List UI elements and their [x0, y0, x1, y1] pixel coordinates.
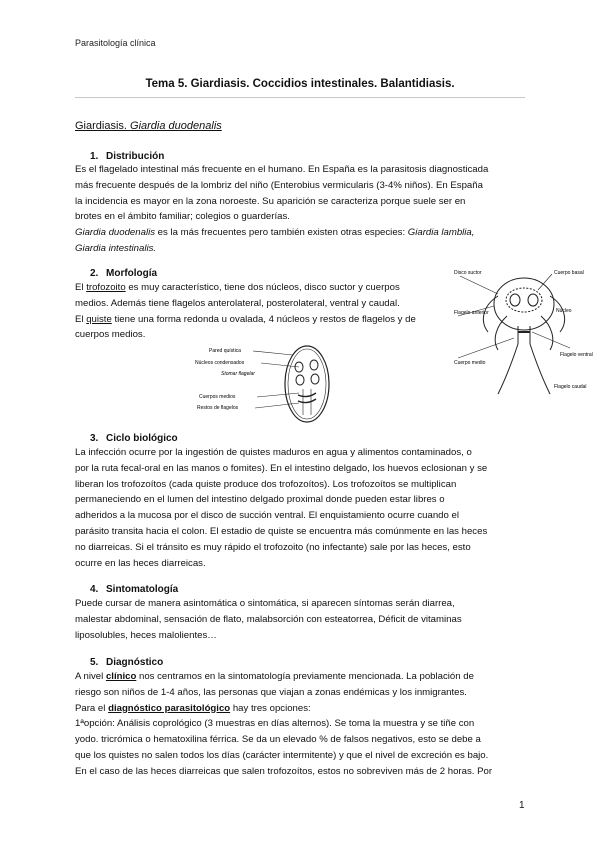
- label-pared-quistica: Pared quística: [209, 348, 241, 354]
- label-flagelo-anterior: Flagelo anterior: [454, 310, 489, 316]
- section-title-species: Giardia duodenalis: [130, 120, 222, 132]
- label-flagelo-caudal: Flagelo caudal: [554, 384, 587, 390]
- heading-distribucion: 1. Distribución: [90, 151, 165, 162]
- caudal-flagellum-left: [498, 344, 518, 394]
- label-cuerpos-medios: Cuerpos medios: [199, 394, 236, 400]
- label-flagelo-ventral: Flagelo ventral: [560, 352, 593, 358]
- sucking-disc: [506, 288, 542, 312]
- title-divider: [75, 97, 525, 98]
- cyst-leader-lines: [253, 351, 299, 408]
- label-restos-flagelos: Restos de flagelos: [197, 405, 239, 411]
- nucleus-right: [528, 294, 538, 306]
- trophozoite-body: [494, 278, 554, 330]
- label-cuerpo-basal: Cuerpo basal: [554, 270, 584, 276]
- cyst-median-bodies: [298, 393, 316, 403]
- paragraph-sintomatologia: Puede cursar de manera asintomática o sintomática, si aparecen síntomas serán diarrea, malestar abdominal, sensación de flato, malabsorción con esteatorrea, Déficit de vitaminas liposolubles, heces malolientes…: [75, 598, 462, 641]
- heading-morfologia: 2. Morfología: [90, 268, 158, 279]
- heading-diagnostico: 5. Diagnóstico: [90, 657, 164, 668]
- section-title-plain: Giardiasis.: [75, 120, 127, 132]
- cyst-diagram: [195, 343, 345, 425]
- running-header: Parasitología clínica: [75, 38, 156, 48]
- paragraph-ciclo-biologico: La infección ocurre por la ingestión de quistes maduros en agua y alimentos contaminados, o por la ruta fecal-oral en las manos o fomites). En el intestino delgado, los huevos eclosionan y se liberan los trofozoítos (cada quiste produce dos trofozoítos). Los trofozoítos se multiplican permaneciendo en el lumen del intestino delgado proximal donde pueden estar libres o adheridos a la mucosa por el disco de succión ventral. El enquistamiento ocurre cuando el parásito transita hacia el colon. El estadio de quiste se encuentra más comúnmente en las heces no diarreicas. Si el tránsito es muy rápido el trofozoito (no infectante) sale por las heces, esto ocurre en las heces diarreicas.: [75, 447, 488, 569]
- nucleus-left: [510, 294, 520, 306]
- axonemes: [518, 326, 530, 344]
- document-title: Tema 5. Giardiasis. Coccidios intestinales. Balantidiasis.: [145, 78, 455, 90]
- label-stomar-flagelar: Stomar flagelar: [221, 371, 255, 377]
- cyst-nucleus-4: [311, 374, 319, 384]
- heading-sintomatologia: 4. Sintomatología: [90, 584, 179, 595]
- label-cuerpo-medio: Cuerpo medio: [454, 360, 486, 366]
- paragraph-diagnostico: A nivel clínico nos centramos en la sintomatología previamente mencionada. La población de riesgo son niños de 1-4 años, las personas que viajan a zonas endémicas y los inmigrantes. Para el diagnóstico parasitológico hay tres opciones: 1ªopción: Análisis coprológico (3 muestras en días alternos). Se toma la muestra y se tiñe con yodo. tricrómica o hematoxilina férrica. Se da un elevado % de falsos negativos, esto se debe a que los quistes no salen todos los días (carácter intermitente) y que el nivel de excreción es bajo. En el caso de las heces diarreicas que salen trofozoítos, estos no sobreviven más de 2 horas. Por: [75, 671, 493, 777]
- cyst-inner-wall: [288, 349, 326, 419]
- heading-ciclo-biologico: 3. Ciclo biológico: [90, 433, 178, 444]
- trophozoite-diagram: [452, 266, 594, 396]
- label-disco-suctor: Disco suctor: [454, 270, 482, 276]
- cyst-nucleus-2: [310, 360, 318, 370]
- cyst-nucleus-3: [296, 375, 304, 385]
- section-title: [75, 120, 222, 132]
- page-number: 1: [519, 800, 525, 811]
- caudal-flagellum-right: [530, 344, 550, 394]
- paragraph-distribucion: Es el flagelado intestinal más frecuente en el humano. En España es la parasitosis diagnosticada más frecuente después de la lombriz del niño (Enterobius vermicularis (3-4% niños). En España la incidencia es mayor en la zona noroeste. Su aparición se caracteriza porque suele ser en brotes en el ámbito familiar; colegios o guarderías. Giardia duodenalis es la más frecuentes pero también existen otras especies: Giardia lamblia, Giardia intestinalis.: [75, 164, 489, 254]
- label-nucleo: Núcleo: [556, 308, 572, 314]
- cyst-wall: [285, 346, 329, 422]
- label-nucleos-condensados: Núcleos condensados: [195, 360, 245, 366]
- paragraph-morfologia: El trofozoito es muy característico, tiene dos núcleos, disco suctor y cuerpos medios. Además tiene flagelos anterolateral, posterolateral, ventral y caudal. El quiste tiene una forma redonda u ovalada, 4 núcleos y restos de flagelos y de cuerpos medios.: [75, 282, 416, 341]
- leader-lines: [458, 274, 570, 358]
